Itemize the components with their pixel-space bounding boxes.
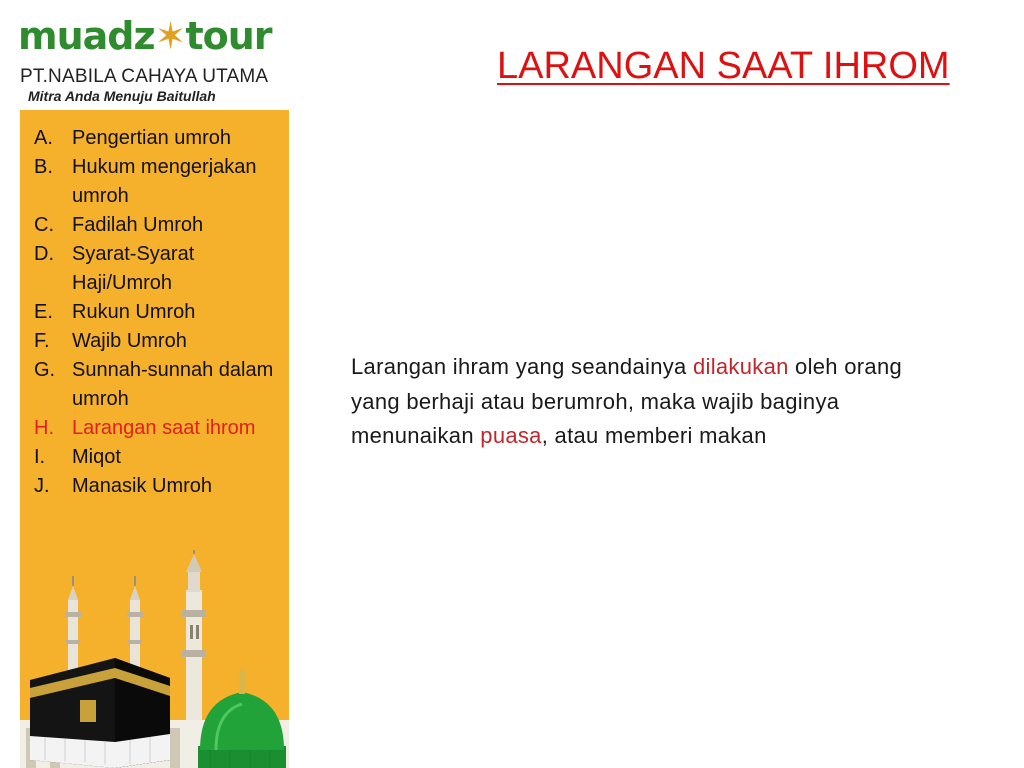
company-tagline: Mitra Anda Menuju Baitullah <box>28 88 216 104</box>
menu-label: Larangan saat ihrom <box>72 417 256 439</box>
topic-menu <box>34 124 284 501</box>
highlight-puasa: puasa <box>480 423 542 448</box>
highlight-dilakukan: dilakukan <box>692 354 789 379</box>
logo-wordmark <box>18 14 272 58</box>
menu-key: A. <box>34 127 53 149</box>
menu-item-g[interactable] <box>34 356 284 414</box>
menu-key: J. <box>34 475 50 497</box>
menu-item-f[interactable] <box>34 327 284 356</box>
logo-word-left: muadz <box>18 14 155 58</box>
brand-logo <box>14 8 294 108</box>
menu-key: C. <box>34 214 54 236</box>
menu-item-d[interactable] <box>34 240 284 298</box>
page-title: LARANGAN SAAT IHROM <box>497 45 950 87</box>
body-text-part-1: Larangan ihram yang seandainya <box>351 354 693 379</box>
company-name: PT.NABILA CAHAYA UTAMA <box>20 66 269 87</box>
minaret-right-icon <box>182 550 206 720</box>
body-text-part-2: oleh orang yang berhaji atau berumroh, maka wajib baginya menunaikan <box>351 354 903 448</box>
logo-word-right: tour <box>185 14 272 58</box>
menu-label: Hukum mengerjakan umroh <box>72 156 257 207</box>
menu-label: Manasik Umroh <box>72 475 213 497</box>
menu-item-i[interactable] <box>34 443 284 472</box>
menu-item-e[interactable] <box>34 298 284 327</box>
kaaba-mosque-illustration <box>20 550 289 768</box>
menu-key: B. <box>34 156 53 178</box>
menu-label: Sunnah-sunnah dalam umroh <box>72 359 274 410</box>
menu-item-a[interactable] <box>34 124 284 153</box>
menu-label: Rukun Umroh <box>72 301 196 323</box>
menu-label: Miqot <box>72 446 121 468</box>
menu-label: Syarat-Syarat Haji/Umroh <box>72 243 195 294</box>
body-paragraph <box>351 350 931 454</box>
menu-key: H. <box>34 417 54 439</box>
menu-label: Pengertian umroh <box>72 127 231 149</box>
menu-key: E. <box>34 301 53 323</box>
menu-key: D. <box>34 243 54 265</box>
menu-label: Fadilah Umroh <box>72 214 204 236</box>
body-text-part-3: , atau memberi makan <box>541 423 767 448</box>
minaret-left-icon <box>65 576 81 680</box>
menu-item-j[interactable] <box>34 472 284 501</box>
menu-key: F. <box>34 330 50 352</box>
menu-label: Wajib Umroh <box>72 330 187 352</box>
menu-item-b[interactable] <box>34 153 284 211</box>
sidebar-panel <box>20 110 289 768</box>
green-dome-icon <box>198 669 286 768</box>
menu-item-h-active[interactable] <box>34 414 284 443</box>
menu-key: G. <box>34 359 56 381</box>
menu-item-c[interactable] <box>34 211 284 240</box>
menu-key: I. <box>34 446 46 468</box>
star-emblem-icon: ✶ <box>154 14 186 58</box>
kaaba-icon <box>30 658 170 768</box>
